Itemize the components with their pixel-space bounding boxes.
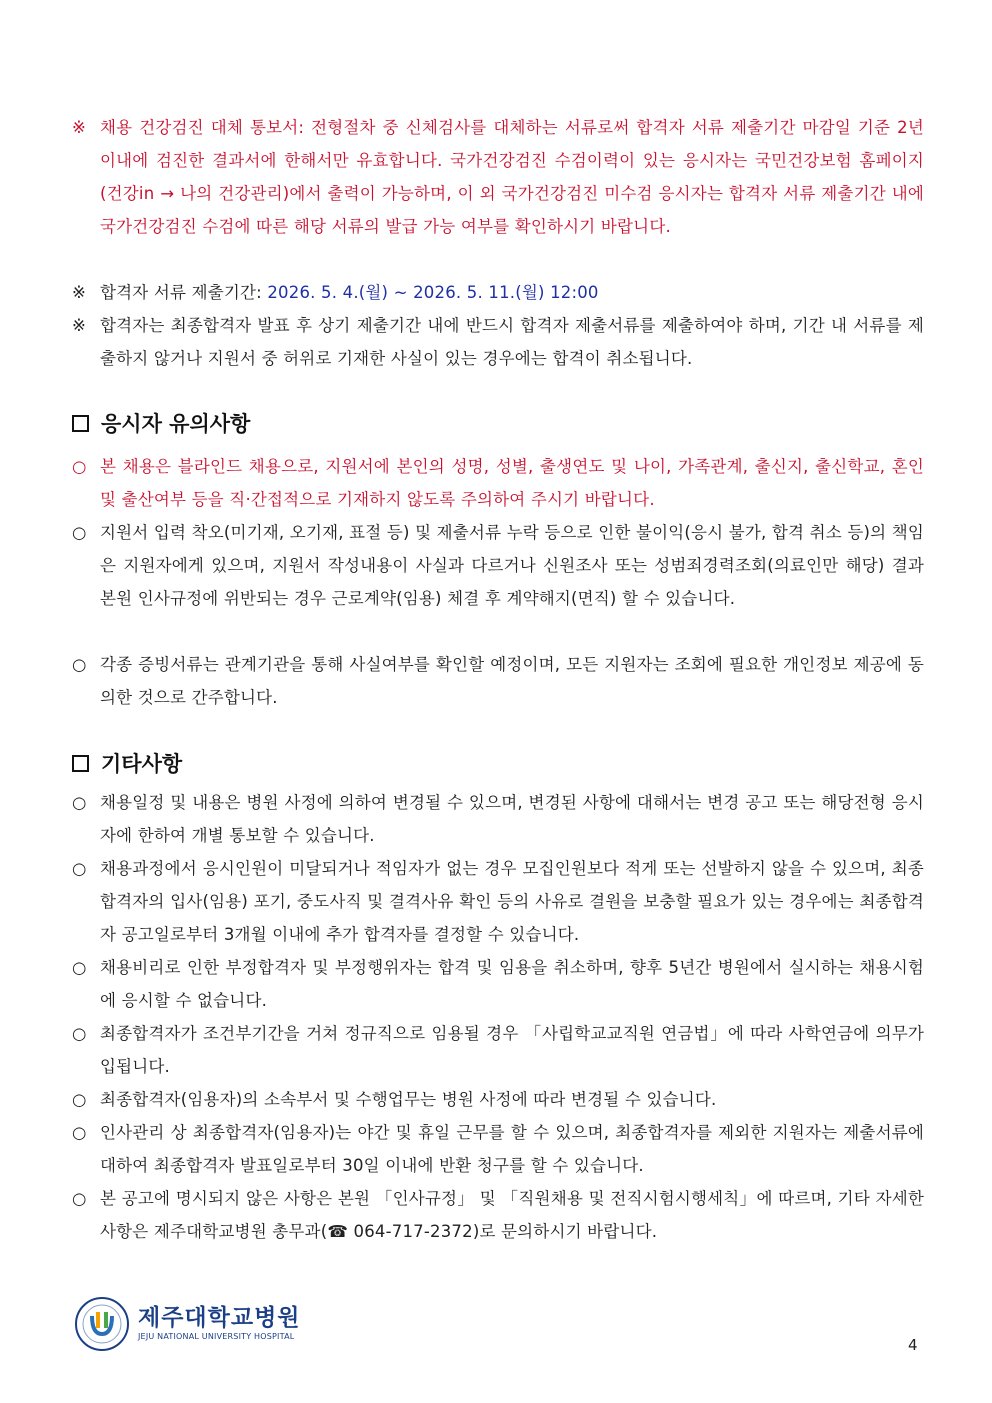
logo-korean-name: 제주대학교병원 (138, 1305, 301, 1331)
reference-mark: ※ (72, 283, 87, 302)
circle-bullet: ○ (72, 1123, 87, 1142)
list-item-inquiries (72, 1182, 924, 1248)
hospital-emblem-icon (74, 1296, 130, 1352)
list-item-text: 본 채용은 블라인드 채용으로, 지원서에 본인의 성명, 성별, 출생연도 및 나이, 가족관계, 출신지, 출신학교, 혼인 및 출산여부 등을 직·간접적으로 기재하지 않도록 주의하여 주시기 바랍니다. (100, 457, 924, 509)
page-number: 4 (908, 1336, 918, 1354)
list-item-text: 지원서 입력 착오(미기재, 오기재, 표절 등) 및 제출서류 누락 등으로 인한 불이익(응시 불가, 합격 취소 등)의 책임은 지원자에게 있으며, 지원서 작성내용이 사실과 다르거나 신원조사 또는 성범죄경력조회(의료인만 해당) 결과 본원 인사규정에 위반되는 경우 근로계약(임용) 체결 후 계약해지(면직) 할 수 있습니다. (100, 523, 924, 608)
circle-bullet: ○ (72, 958, 87, 977)
list-item-night-work (72, 1116, 924, 1182)
circle-bullet: ○ (72, 793, 87, 812)
circle-bullet: ○ (72, 1189, 87, 1208)
reference-mark: ※ (72, 316, 87, 335)
section-title-text: 응시자 유의사항 (101, 412, 251, 436)
reference-mark: ※ (72, 118, 87, 137)
checkbox-square-icon (72, 415, 89, 432)
note-submission-required (72, 309, 924, 375)
list-item-blind-hiring (72, 450, 924, 516)
note-text: 합격자는 최종합격자 발표 후 상기 제출기간 내에 반드시 합격자 제출서류를 제출하여야 하며, 기간 내 서류를 제출하지 않거나 지원서 중 허위로 기재한 사실이 있는 경우에는 합격이 취소됩니다. (100, 316, 924, 368)
list-item-fraud (72, 951, 924, 1017)
list-item-text: 최종합격자(임용자)의 소속부서 및 수행업무는 병원 사정에 따라 변경될 수 있습니다. (100, 1090, 717, 1109)
section-title-text: 기타사항 (101, 752, 183, 776)
list-item-text: 본 공고에 명시되지 않은 사항은 본원 「인사규정」 및 「직원채용 및 전직시험시행세칙」에 따르며, 기타 자세한 사항은 제주대학교병원 총무과(☎ 064-717-2372)로 문의하시기 바랍니다. (100, 1189, 924, 1241)
circle-bullet: ○ (72, 1024, 87, 1043)
list-item-shortfall (72, 852, 924, 951)
note-text: 채용 건강검진 대체 통보서: 전형절차 중 신체검사를 대체하는 서류로써 합격자 서류 제출기간 마감일 기준 2년 이내에 검진한 결과서에 한해서만 유효합니다. 국가건강검진 수검이력이 있는 응시자는 국민건강보험 홈페이지(건강in → 나의 건강관리)에서 출력이 가능하며, 이 외 국가건강검진 미수검 응시자는 합격자 서류 제출기간 내에 국가건강검진 수검에 따른 해당 서류의 발급 가능 여부를 확인하시기 바랍니다. (100, 118, 924, 236)
section-title-other-matters (72, 748, 182, 778)
checkbox-square-icon (72, 755, 89, 772)
logo-english-name: JEJU NATIONAL UNIVERSITY HOSPITAL (138, 1332, 295, 1341)
note-submission-period (72, 276, 924, 309)
list-item-department-change (72, 1083, 924, 1116)
circle-bullet: ○ (72, 1090, 87, 1109)
submission-period-label: 합격자 서류 제출기간: (100, 283, 268, 302)
list-item-pension (72, 1017, 924, 1083)
section-title-applicant-notes (72, 408, 250, 438)
list-item-text: 각종 증빙서류는 관계기관을 통해 사실여부를 확인할 예정이며, 모든 지원자는 조회에 필요한 개인정보 제공에 동의한 것으로 간주합니다. (100, 655, 924, 707)
circle-bullet: ○ (72, 523, 87, 542)
note-health-checkup (72, 111, 924, 243)
list-item-document-verification (72, 648, 924, 714)
list-item-text: 채용비리로 인한 부정합격자 및 부정행위자는 합격 및 임용을 취소하며, 향후 5년간 병원에서 실시하는 채용시험에 응시할 수 없습니다. (100, 958, 924, 1010)
list-item-text: 채용일정 및 내용은 병원 사정에 의하여 변경될 수 있으며, 변경된 사항에 대해서는 변경 공고 또는 해당전형 응시자에 한하여 개별 통보할 수 있습니다. (100, 793, 924, 845)
circle-bullet: ○ (72, 655, 87, 674)
list-item-text: 인사관리 상 최종합격자(임용자)는 야간 및 휴일 근무를 할 수 있으며, 최종합격자를 제외한 지원자는 제출서류에 대하여 최종합격자 발표일로부터 30일 이내에 반환 청구를 할 수 있습니다. (100, 1123, 924, 1175)
list-item-text: 채용과정에서 응시인원이 미달되거나 적임자가 없는 경우 모집인원보다 적게 또는 선발하지 않을 수 있으며, 최종합격자의 입사(임용) 포기, 중도사직 및 결격사유 확인 등의 사유로 결원을 보충할 필요가 있는 경우에는 최종합격자 공고일로부터 3개월 이내에 추가 합격자를 결정할 수 있습니다. (100, 859, 924, 944)
list-item-text: 최종합격자가 조건부기간을 거쳐 정규직으로 임용될 경우 「사립학교교직원 연금법」에 따라 사학연금에 의무가입됩니다. (100, 1024, 924, 1076)
circle-bullet: ○ (72, 859, 87, 878)
hospital-logo (74, 1296, 301, 1352)
circle-bullet: ○ (72, 457, 87, 476)
submission-period-dates: 2026. 5. 4.(월) ~ 2026. 5. 11.(월) 12:00 (267, 283, 599, 302)
list-item-schedule-change (72, 786, 924, 852)
list-item-input-errors (72, 516, 924, 615)
